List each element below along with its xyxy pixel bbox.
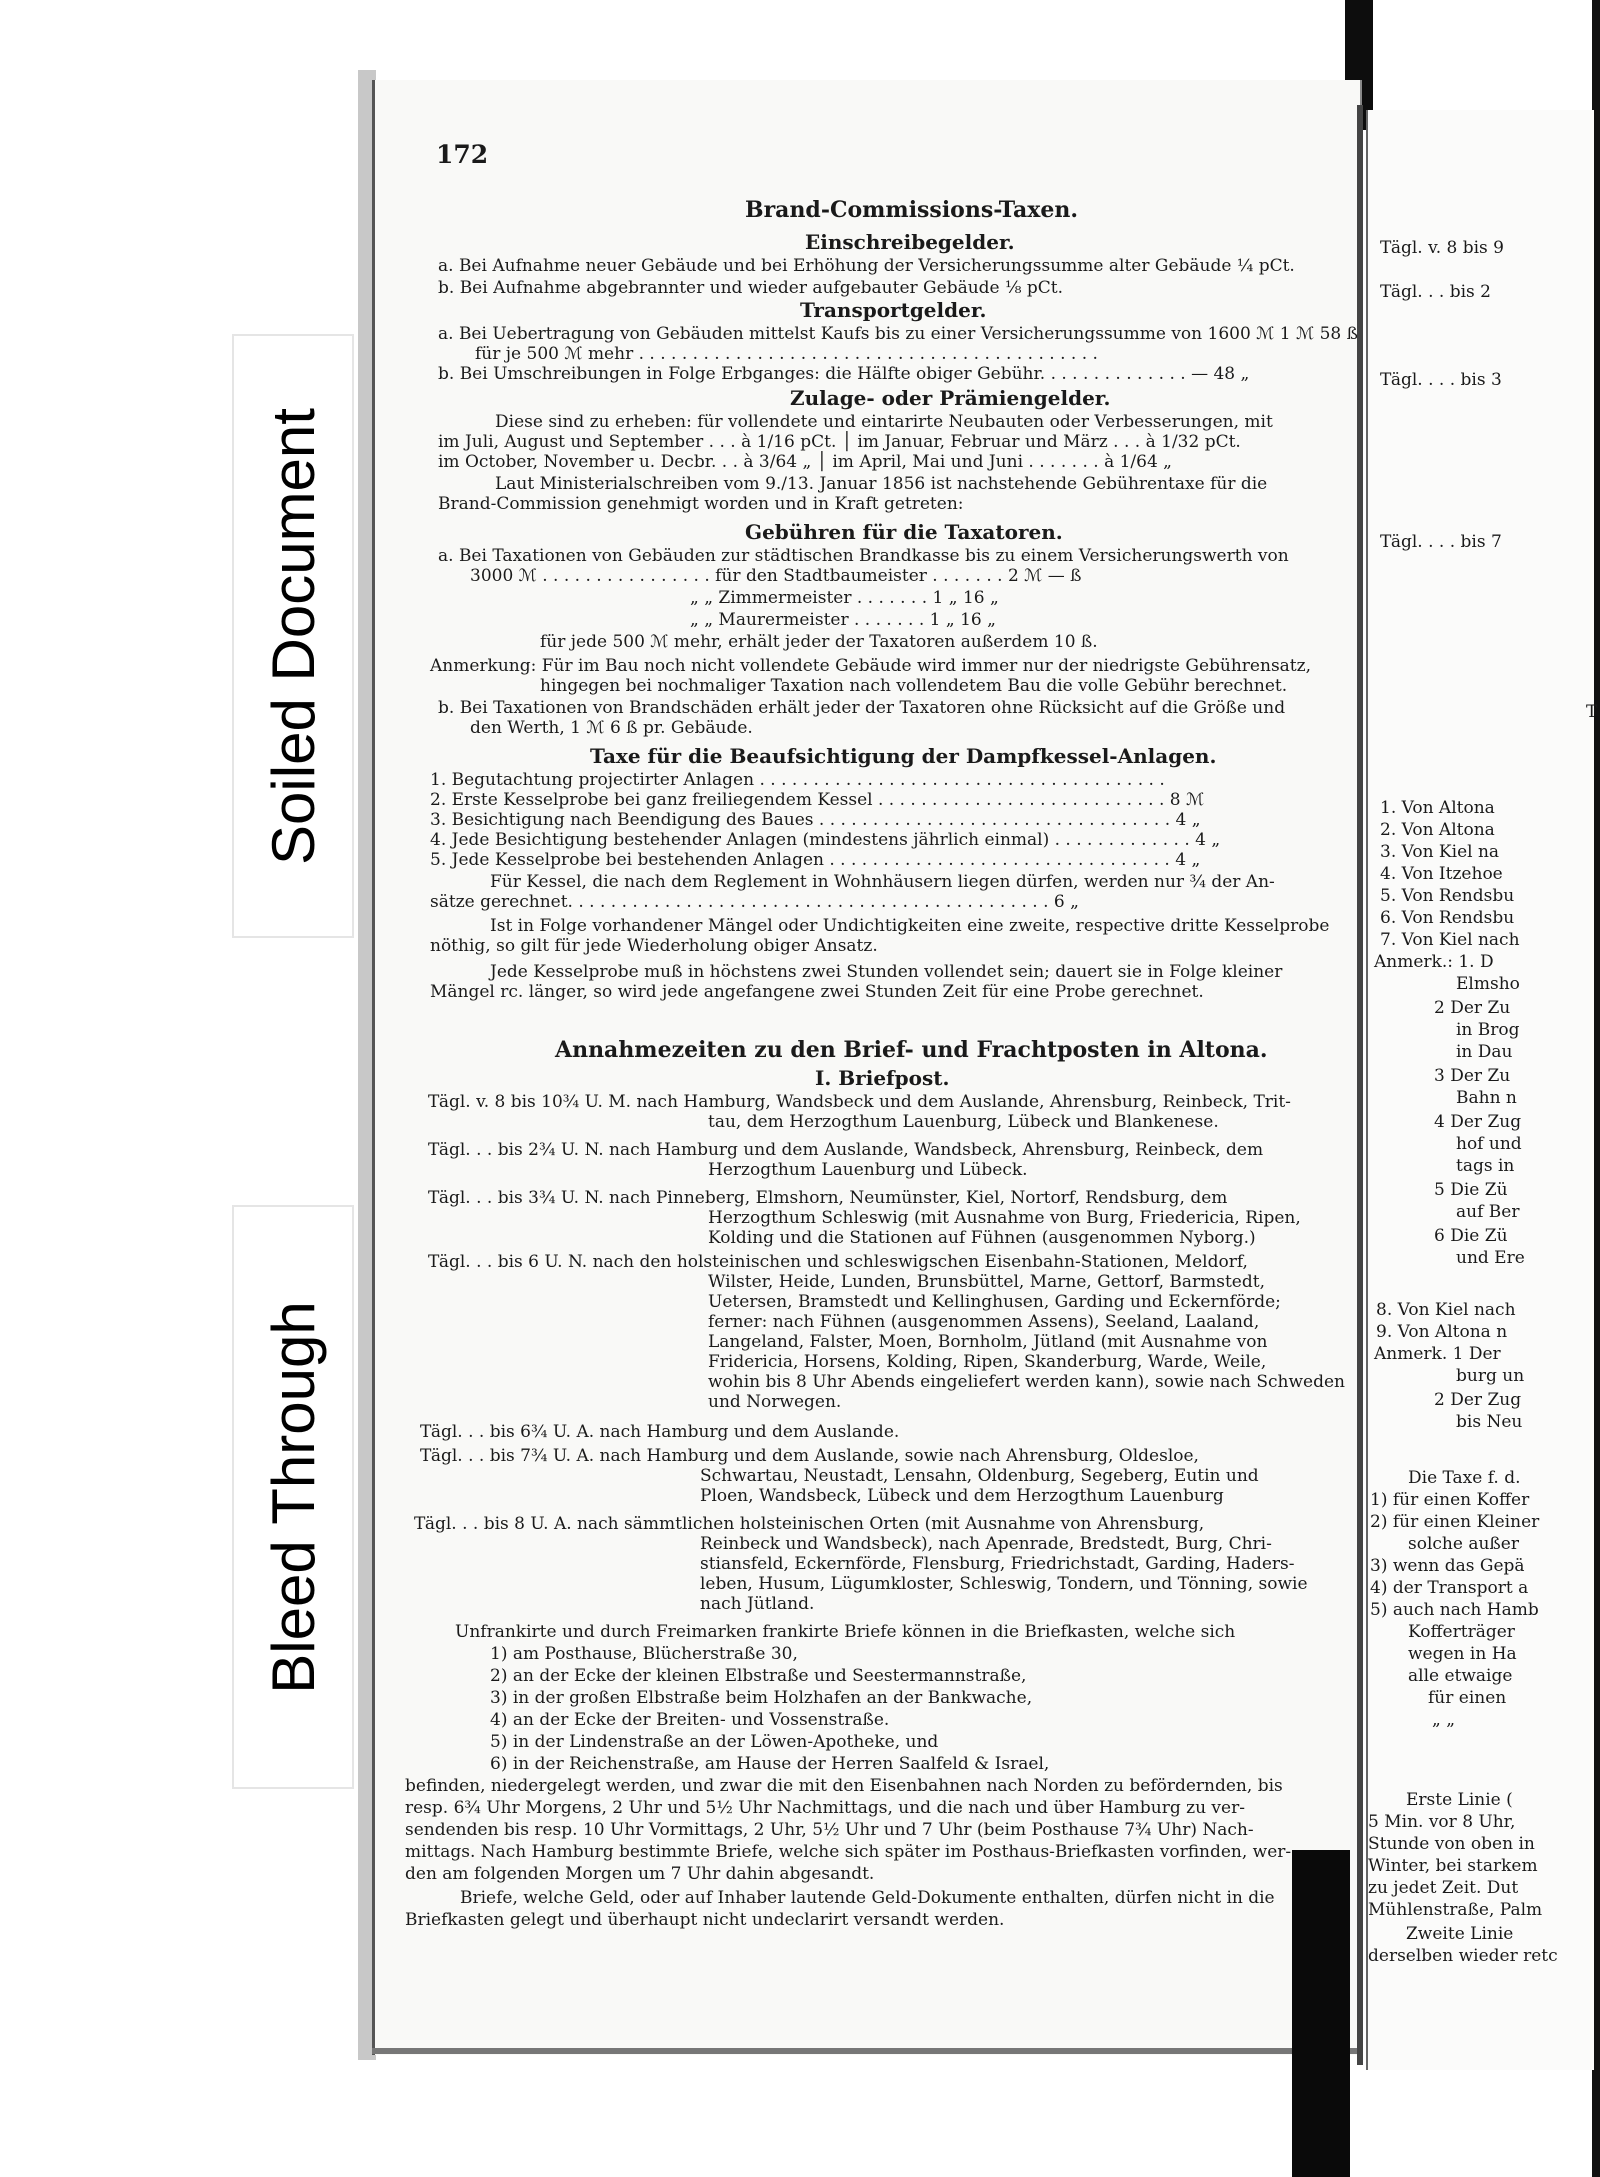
text-line: Mühlenstraße, Palm [1368, 1900, 1543, 1920]
text-line: a. Bei Uebertragung von Gebäuden mittelst Kaufs bis zu einer Versicherungssumme von 1600 ℳ 1 ℳ 58 ß [438, 324, 1358, 344]
text-line: nach Jütland. [700, 1594, 815, 1614]
facing-page [1366, 110, 1598, 2070]
bleed-through-label: Bleed Through [232, 1205, 354, 1789]
section-heading: Zulage- oder Prämiengelder. [790, 386, 1111, 410]
schedule-row: Tägl. v. 8 bis 10¾ U. M. nach Hamburg, Wandsbeck und dem Auslande, Ahrensburg, Reinbeck, Trit- [428, 1092, 1291, 1112]
soiled-document-label: Soiled Document [232, 334, 354, 938]
text-line: Elmsho [1456, 974, 1520, 994]
text-line: befinden, niedergelegt werden, und zwar die mit den Eisenbahnen nach Norden zu befördernden, bis [405, 1776, 1283, 1796]
schedule-row: Tägl. . . bis 8 U. A. nach sämmtlichen holsteinischen Orten (mit Ausnahme von Ahrensburg, [414, 1514, 1205, 1534]
text-line: Winter, bei starkem [1368, 1856, 1538, 1876]
list-item: 3. Von Kiel na [1380, 842, 1500, 862]
text-line: sendenden bis resp. 10 Uhr Vormittags, 2 Uhr, 5½ Uhr und 7 Uhr (beim Posthause 7¾ Uhr) Nach- [405, 1820, 1254, 1840]
text-line: Anmerk. 1 Der [1374, 1344, 1501, 1364]
text-line: Fridericia, Horsens, Kolding, Ripen, Skanderburg, Warde, Weile, [708, 1352, 1267, 1372]
text-line: alle etwaige [1408, 1666, 1513, 1686]
text-line: a. Bei Aufnahme neuer Gebäude und bei Erhöhung der Versicherungssumme alter Gebäude ¼ pCt. [438, 256, 1295, 276]
section-heading: Taxe für die Beaufsichtigung der Dampfkessel-Anlagen. [590, 744, 1217, 768]
list-item: 5) in der Lindenstraße an der Löwen-Apotheke, und [490, 1732, 939, 1752]
list-item: 3) wenn das Gepä [1370, 1556, 1525, 1576]
text-line: Brand-Commission genehmigt worden und in Kraft getreten: [438, 494, 964, 514]
section-subheading: I. Briefpost. [815, 1066, 950, 1090]
text-line: Bahn n [1456, 1088, 1517, 1108]
text-line: Langeland, Falster, Moen, Bornholm, Jütland (mit Ausnahme von [708, 1332, 1268, 1352]
text-line: Briefe, welche Geld, oder auf Inhaber lautende Geld-Dokumente enthalten, dürfen nicht in die [460, 1888, 1275, 1908]
text-line: ferner: nach Fühnen (ausgenommen Assens), Seeland, Laaland, [708, 1312, 1260, 1332]
text-line: Kofferträger [1408, 1622, 1515, 1642]
text-line: Herzogthum Lauenburg und Lübeck. [708, 1160, 1028, 1180]
text-line: stiansfeld, Eckernförde, Flensburg, Friedrichstadt, Garding, Haders- [700, 1554, 1295, 1574]
text-line: Herzogthum Schleswig (mit Ausnahme von Burg, Friedericia, Ripen, [708, 1208, 1301, 1228]
text-line: 2 Der Zug [1434, 1390, 1522, 1410]
text-line: den Werth, 1 ℳ 6 ß pr. Gebäude. [470, 718, 753, 738]
list-item: 6. Von Rendsbu [1380, 908, 1515, 928]
list-item: 1) für einen Koffer [1370, 1490, 1530, 1510]
list-item: 4) der Transport a [1370, 1578, 1529, 1598]
list-item: 5. Jede Kesselprobe bei bestehenden Anlagen . . . . . . . . . . . . . . . . . . . . . . . . . . . . . . . . 4 „ [430, 850, 1201, 870]
text-line: 2 Der Zu [1434, 998, 1511, 1018]
text-line: und Norwegen. [708, 1392, 842, 1412]
text-line: Jede Kesselprobe muß in höchstens zwei Stunden vollendet sein; dauert sie in Folge kleiner [490, 962, 1283, 982]
list-item: 3) in der großen Elbstraße beim Holzhafen an der Bankwache, [490, 1688, 1033, 1708]
text-line: tau, dem Herzogthum Lauenburg, Lübeck und Blankenese. [708, 1112, 1219, 1132]
list-item: 8. Von Kiel nach [1376, 1300, 1516, 1320]
text-line: hof und [1456, 1134, 1522, 1154]
text-line: nöthig, so gilt für jede Wiederholung obiger Ansatz. [430, 936, 878, 956]
text-line: den am folgenden Morgen um 7 Uhr dahin abgesandt. [405, 1864, 875, 1884]
section-heading: Transportgelder. [800, 298, 987, 322]
text-line: tags in [1456, 1156, 1515, 1176]
text-line: solche außer [1408, 1534, 1519, 1554]
text-line: Kolding und die Stationen auf Fühnen (ausgenommen Nyborg.) [708, 1228, 1256, 1248]
text-line: Uetersen, Bramstedt und Kellinghusen, Garding und Eckernförde; [708, 1292, 1281, 1312]
text-line: und Ere [1456, 1248, 1525, 1268]
text-line: Tägl. v. 8 bis 9 [1380, 238, 1504, 258]
text-line: Für Kessel, die nach dem Reglement in Wohnhäusern liegen dürfen, werden nur ¾ der An- [490, 872, 1275, 892]
text-line: 5 Die Zü [1434, 1180, 1508, 1200]
list-item: 4) an der Ecke der Breiten- und Vossenstraße. [490, 1710, 890, 1730]
text-line: Stunde von oben in [1368, 1834, 1535, 1854]
text-line: Schwartau, Neustadt, Lensahn, Oldenburg, Segeberg, Eutin und [700, 1466, 1259, 1486]
text-line: „ „ Zimmermeister . . . . . . . 1 „ 16 „ [690, 588, 999, 608]
schedule-row: Tägl. . . bis 6 U. N. nach den holsteinischen und schleswigschen Eisenbahn-Stationen, Meldorf, [428, 1252, 1248, 1272]
text-line: in Dau [1456, 1042, 1513, 1062]
text-line: sätze gerechnet. . . . . . . . . . . . . . . . . . . . . . . . . . . . . . . . . . . . . . . . . . . . . 6 „ [430, 892, 1079, 912]
page-title: Brand-Commissions-Taxen. [745, 197, 1079, 223]
list-item: 1. Begutachtung projectirter Anlagen . . . . . . . . . . . . . . . . . . . . . . . . . . . . . . . . . . . . . . [430, 770, 1165, 790]
text-line: T [1586, 702, 1598, 722]
section-heading: Annahmezeiten zu den Brief- und Frachtposten in Altona. [555, 1037, 1268, 1063]
text-line: Mängel rc. länger, so wird jede angefangene zwei Stunden Zeit für eine Probe gerechnet. [430, 982, 1204, 1002]
list-item: 5) auch nach Hamb [1370, 1600, 1539, 1620]
list-item: 2. Erste Kesselprobe bei ganz freiliegendem Kessel . . . . . . . . . . . . . . . . . . . . . . . . . . . 8 ℳ [430, 790, 1205, 810]
text-line: Reinbeck und Wandsbeck), nach Apenrade, Bredstedt, Burg, Chri- [700, 1534, 1272, 1554]
text-line: 4 Der Zug [1434, 1112, 1522, 1132]
section-heading: Gebühren für die Taxatoren. [745, 520, 1063, 544]
list-item: 2) an der Ecke der kleinen Elbstraße und Seestermannstraße, [490, 1666, 1027, 1686]
list-item: 1. Von Altona [1380, 798, 1495, 818]
text-line: a. Bei Taxationen von Gebäuden zur städtischen Brandkasse bis zu einem Versicherungswerth von [438, 546, 1289, 566]
text-line: hingegen bei nochmaliger Taxation nach vollendetem Bau die volle Gebühr berechnet. [540, 676, 1288, 696]
text-line: wegen in Ha [1408, 1644, 1517, 1664]
text-line: „ „ Maurermeister . . . . . . . 1 „ 16 „ [690, 610, 996, 630]
list-item: 4. Jede Besichtigung bestehender Anlagen (mindestens jährlich einmal) . . . . . . . . . . . . . 4 „ [430, 830, 1221, 850]
text-line: Tägl. . . . bis 3 [1380, 370, 1502, 390]
list-item: 2) für einen Kleiner [1370, 1512, 1540, 1532]
text-line: Wilster, Heide, Lunden, Brunsbüttel, Marne, Gettorf, Barmstedt, [708, 1272, 1265, 1292]
schedule-row: Tägl. . . bis 6¾ U. A. nach Hamburg und dem Auslande. [420, 1422, 900, 1442]
text-line: Tägl. . . . bis 7 [1380, 532, 1502, 552]
text-line: b. Bei Taxationen von Brandschäden erhält jeder der Taxatoren ohne Rücksicht auf die Größe und [438, 698, 1286, 718]
list-item: 2. Von Altona [1380, 820, 1495, 840]
schedule-row: Tägl. . . bis 7¾ U. A. nach Hamburg und dem Auslande, sowie nach Ahrensburg, Oldesloe, [420, 1446, 1199, 1466]
text-line: mittags. Nach Hamburg bestimmte Briefe, welche sich später im Posthaus-Briefkasten vorfinden, wer- [405, 1842, 1292, 1862]
text-line: 3000 ℳ . . . . . . . . . . . . . . . . für den Stadtbaumeister . . . . . . . 2 ℳ — ß [470, 566, 1082, 586]
text-line: 3 Der Zu [1434, 1066, 1511, 1086]
list-item: 3. Besichtigung nach Beendigung des Baues . . . . . . . . . . . . . . . . . . . . . . . . . . . . . . . . . 4 „ [430, 810, 1201, 830]
text-line: Zweite Linie [1406, 1924, 1514, 1944]
text-line: wohin bis 8 Uhr Abends eingeliefert werden kann), sowie nach Schweden [708, 1372, 1346, 1392]
text-line: für jede 500 ℳ mehr, erhält jeder der Taxatoren außerdem 10 ß. [540, 632, 1098, 652]
text-line: Ist in Folge vorhandener Mängel oder Undichtigkeiten eine zweite, respective dritte Kesselprobe [490, 916, 1330, 936]
section-heading: Einschreibegelder. [805, 230, 1015, 254]
page-bottom-edge [372, 2048, 1357, 2054]
text-line: b. Bei Aufnahme abgebrannter und wieder aufgebauter Gebäude ⅛ pCt. [438, 278, 1064, 298]
text-line: Diese sind zu erheben: für vollendete und eintarirte Neubauten oder Verbesserungen, mit [495, 412, 1273, 432]
text-line: 5 Min. vor 8 Uhr, [1368, 1812, 1516, 1832]
list-item: 1) am Posthause, Blücherstraße 30, [490, 1644, 798, 1664]
list-item: 6) in der Reichenstraße, am Hause der Herren Saalfeld & Israel, [490, 1754, 1050, 1774]
text-line: im October, November u. Decbr. . . à 3/64 „ │ im April, Mai und Juni . . . . . . . à 1/64 „ [438, 452, 1172, 472]
text-line: Ploen, Wandsbeck, Lübeck und dem Herzogthum Lauenburg [700, 1486, 1224, 1506]
list-item: 4. Von Itzehoe [1380, 864, 1503, 884]
text-line: in Brog [1456, 1020, 1520, 1040]
text-line: burg un [1456, 1366, 1525, 1386]
text-line: Anmerkung: Für im Bau noch nicht vollendete Gebäude wird immer nur der niedrigste Gebührensatz, [430, 656, 1311, 676]
text-line: Unfrankirte und durch Freimarken frankirte Briefe können in die Briefkasten, welche sich [455, 1622, 1236, 1642]
text-line: auf Ber [1456, 1202, 1520, 1222]
scan-border-bottom [1292, 1850, 1350, 2177]
schedule-row: Tägl. . . bis 3¾ U. N. nach Pinneberg, Elmshorn, Neumünster, Kiel, Nortorf, Rendsburg, dem [428, 1188, 1228, 1208]
list-item: 5. Von Rendsbu [1380, 886, 1515, 906]
list-item: 9. Von Altona n [1376, 1322, 1508, 1342]
text-line: für einen [1428, 1688, 1507, 1708]
list-item: 7. Von Kiel nach [1380, 930, 1520, 950]
text-line: 6 Die Zü [1434, 1226, 1508, 1246]
text-line: Laut Ministerialschreiben vom 9./13. Januar 1856 ist nachstehende Gebührentaxe für die [495, 474, 1268, 494]
text-line: leben, Husum, Lügumkloster, Schleswig, Tondern, und Tönning, sowie [700, 1574, 1308, 1594]
text-line: bis Neu [1456, 1412, 1523, 1432]
book-gutter [1357, 105, 1363, 2065]
text-line: „ „ [1432, 1710, 1456, 1730]
text-line: Anmerk.: 1. D [1374, 952, 1494, 972]
text-line: Erste Linie ( [1406, 1790, 1513, 1810]
schedule-row: Tägl. . . bis 2¾ U. N. nach Hamburg und dem Auslande, Wandsbeck, Ahrensburg, Reinbeck, dem [428, 1140, 1264, 1160]
text-line: derselben wieder retc [1368, 1946, 1558, 1966]
text-line: Briefkasten gelegt und überhaupt nicht undeclarirt versandt werden. [405, 1910, 1005, 1930]
text-line: resp. 6¾ Uhr Morgens, 2 Uhr und 5½ Uhr Nachmittags, und die nach und über Hamburg zu ver- [405, 1798, 1245, 1818]
text-line: zu jedet Zeit. Dut [1368, 1878, 1519, 1898]
text-line: b. Bei Umschreibungen in Folge Erbganges: die Hälfte obiger Gebühr. . . . . . . . . . . . . . — 48 „ [438, 364, 1250, 384]
text-line: im Juli, August und September . . . à 1/16 pCt. │ im Januar, Februar und März . . . à 1/32 pCt. [438, 432, 1241, 452]
text-line: für je 500 ℳ mehr . . . . . . . . . . . . . . . . . . . . . . . . . . . . . . . . . . . . . . . . . . . [475, 344, 1098, 364]
page-number: 172 [436, 140, 489, 169]
text-line: Tägl. . . bis 2 [1380, 282, 1491, 302]
text-line: Die Taxe f. d. [1408, 1468, 1521, 1488]
